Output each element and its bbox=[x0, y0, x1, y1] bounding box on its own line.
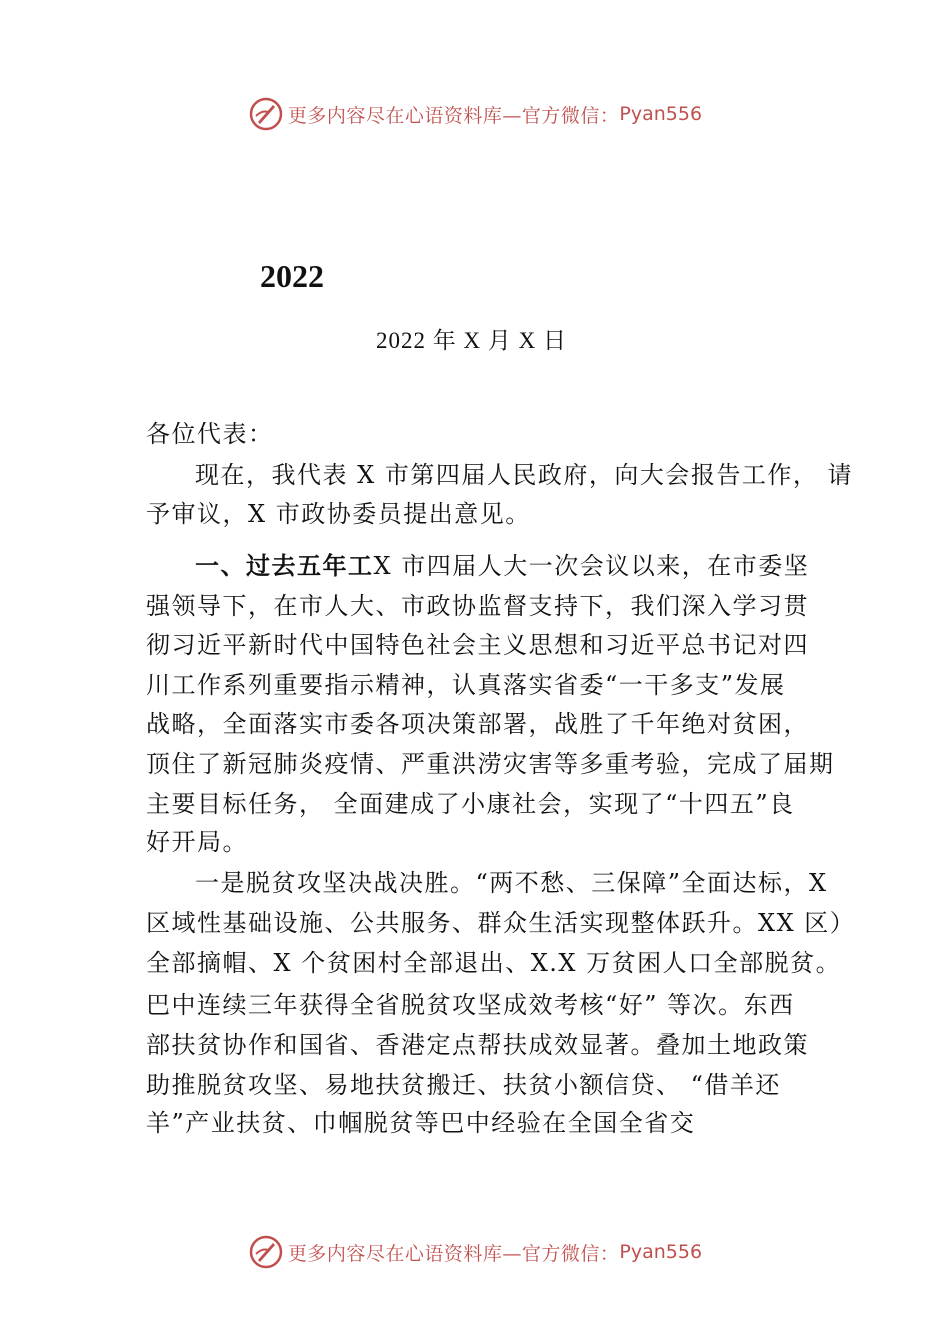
paragraph-line: 区域性基础设施、公共服务、群众生活实现整体跃升。XX 区） bbox=[146, 909, 856, 937]
watermark-banner-top bbox=[0, 94, 950, 134]
wechat-id: Pyan556 bbox=[619, 103, 703, 125]
paragraph-line: 现在，我代表 X 市第四届人民政府，向大会报告工作， 请 bbox=[195, 461, 853, 489]
watermark-text: 更多内容尽在心语资料库—官方微信： bbox=[287, 104, 620, 127]
watermark-text: 更多内容尽在心语资料库—官方微信： bbox=[287, 1242, 620, 1265]
paragraph-line: 全部摘帽、X 个贫困村全部退出、X.X 万贫困人口全部脱贫。 bbox=[146, 949, 842, 977]
paragraph-line: 巴中连续三年获得全省脱贫攻坚成效考核“好” 等次。东西 bbox=[146, 991, 795, 1019]
document-date: 2022 年 X 月 X 日 bbox=[376, 328, 567, 353]
document-year-heading: 2022 bbox=[260, 258, 324, 294]
paragraph-line: 顶住了新冠肺炎疫情、严重洪涝灾害等多重考验，完成了届期 bbox=[146, 750, 835, 778]
watermark-banner-bottom bbox=[0, 1232, 950, 1272]
quill-pen-logo-icon bbox=[248, 1234, 284, 1270]
paragraph-line: 一是脱贫攻坚决战决胜。“两不愁、三保障”全面达标，X bbox=[195, 869, 828, 897]
wechat-id: Pyan556 bbox=[619, 1241, 703, 1263]
paragraph-line: 川工作系列重要指示精神，认真落实省委“一干多支”发展 bbox=[146, 671, 786, 699]
quill-pen-logo-icon bbox=[248, 96, 284, 132]
paragraph-text: X 市四届人大一次会议以来，在市委坚 bbox=[373, 552, 810, 580]
paragraph-line: 助推脱贫攻坚、易地扶贫搬迁、扶贫小额信贷、 “借羊还 bbox=[146, 1071, 781, 1099]
paragraph-line: 好开局。 bbox=[146, 828, 248, 856]
paragraph-line: 部扶贫协作和国省、香港定点帮扶成效显著。叠加土地政策 bbox=[146, 1031, 809, 1059]
paragraph-line: 战略，全面落实市委各项决策部署，战胜了千年绝对贫困， bbox=[146, 710, 809, 738]
paragraph-line: 主要目标任务， 全面建成了小康社会，实现了“十四五”良 bbox=[146, 790, 795, 818]
salutation: 各位代表： bbox=[146, 420, 274, 448]
section-heading-line bbox=[195, 546, 809, 581]
paragraph-line: 彻习近平新时代中国特色社会主义思想和习近平总书记对四 bbox=[146, 631, 809, 659]
section-heading: 一、过去五年工 bbox=[195, 551, 374, 580]
paragraph-line: 羊”产业扶贫、巾帼脱贫等巴中经验在全国全省交 bbox=[146, 1109, 696, 1137]
paragraph-line: 强领导下，在市人大、市政协监督支持下，我们深入学习贯 bbox=[146, 592, 809, 620]
paragraph-line: 予审议，X 市政协委员提出意见。 bbox=[146, 500, 531, 528]
